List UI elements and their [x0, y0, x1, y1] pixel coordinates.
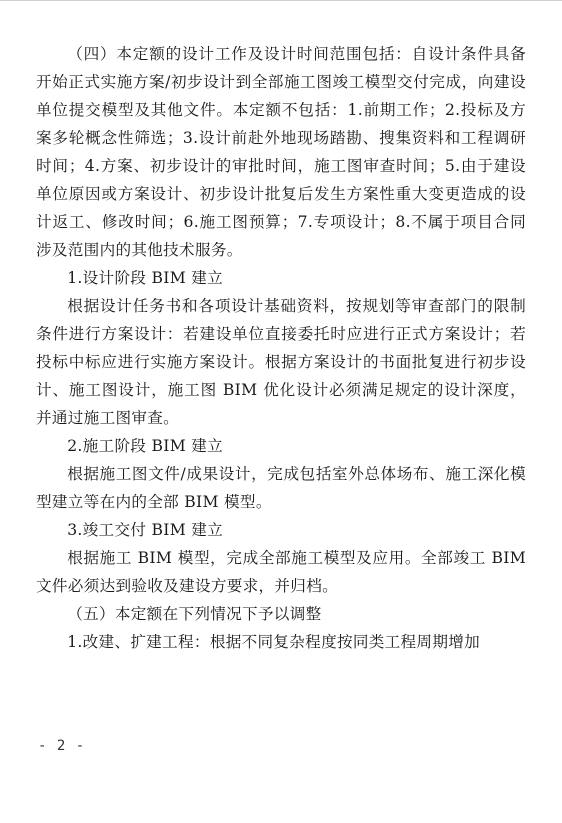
- heading-adjustment-conditions: （五）本定额在下列情况下予以调整: [67, 605, 322, 623]
- heading-design-stage-bim: 1.设计阶段 BIM 建立: [67, 269, 224, 287]
- paragraph-construction-stage-bim: 根据施工图文件/成果设计，完成包括室外总体场布、施工深化模型建立等在内的全部 BIM 模型。: [36, 465, 526, 511]
- top-border-line: [0, 0, 562, 1]
- paragraph-renovation-expansion: 1.改建、扩建工程：根据不同复杂程度按同类工程周期增加: [67, 633, 481, 651]
- paragraph-completion-delivery-bim: 根据施工 BIM 模型，完成全部施工模型及应用。全部竣工 BIM 文件必须达到验收及建设方要求，并归档。: [36, 549, 526, 595]
- heading-construction-stage-bim: 2.施工阶段 BIM 建立: [67, 437, 224, 455]
- heading-completion-delivery-bim: 3.竣工交付 BIM 建立: [67, 521, 224, 539]
- document-body: [36, 40, 526, 656]
- paragraph-design-stage-bim: 根据设计任务书和各项设计基础资料，按规划等审查部门的限制条件进行方案设计：若建设单位直接委托时应进行正式方案设计；若投标中标应进行实施方案设计。根据方案设计的书面批复进行初步设计、施工图设计，施工图 BIM 优化设计必须满足规定的设计深度，并通过施工图审查。: [36, 297, 526, 427]
- paragraph-scope-of-design-work: （四）本定额的设计工作及设计时间范围包括：自设计条件具备开始正式实施方案/初步设计到全部施工图竣工模型交付完成，向建设单位提交模型及其他文件。本定额不包括：1.前期工作；2.投标及方案多轮概念性筛选；3.设计前赴外地现场踏勘、搜集资料和工程调研时间；4.方案、初步设计的审批时间，施工图审查时间；5.由于建设单位原因或方案设计、初步设计批复后发生方案性重大变更造成的设计返工、修改时间；6.施工图预算；7.专项设计；8.不属于项目合同涉及范围内的其他技术服务。: [36, 45, 526, 259]
- page-number: - 2 -: [38, 738, 86, 754]
